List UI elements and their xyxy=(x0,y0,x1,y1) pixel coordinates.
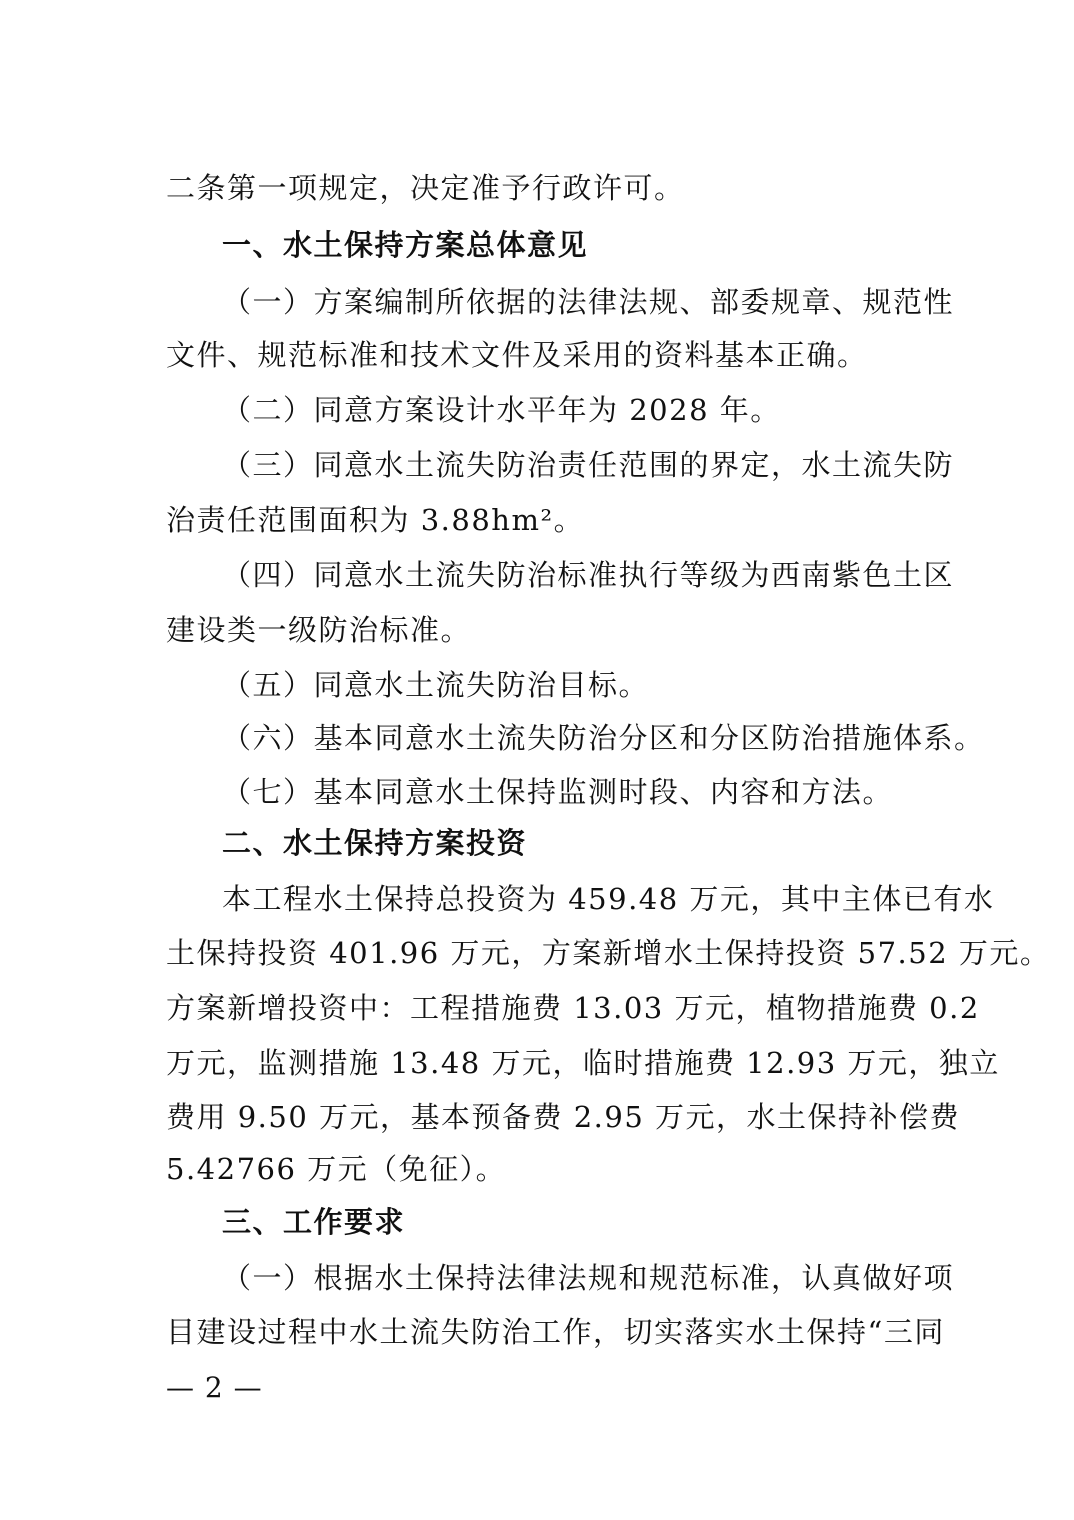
paragraph-line: 5.42766 万元（免征）。 xyxy=(166,1152,507,1186)
section-heading: 一、水土保持方案总体意见 xyxy=(222,228,589,262)
paragraph-line: 建设类一级防治标准。 xyxy=(166,613,472,647)
paragraph-line: 二条第一项规定，决定准予行政许可。 xyxy=(166,171,685,205)
section-heading: 三、工作要求 xyxy=(222,1205,406,1239)
paragraph-line: （五）同意水土流失防治目标。 xyxy=(222,668,650,702)
paragraph-line: （六）基本同意水土流失防治分区和分区防治措施体系。 xyxy=(222,721,985,755)
paragraph-line: （一）方案编制所依据的法律法规、部委规章、规范性 xyxy=(222,285,955,319)
paragraph-line: 本工程水土保持总投资为 459.48 万元，其中主体已有水 xyxy=(222,882,995,916)
paragraph-line: （七）基本同意水土保持监测时段、内容和方法。 xyxy=(222,775,894,809)
paragraph-line: （三）同意水土流失防治责任范围的界定，水土流失防 xyxy=(222,448,955,482)
paragraph-line: （四）同意水土流失防治标准执行等级为西南紫色土区 xyxy=(222,558,955,592)
paragraph-line: （二）同意方案设计水平年为 2028 年。 xyxy=(222,393,781,427)
paragraph-line: （一）根据水土保持法律法规和规范标准，认真做好项 xyxy=(222,1261,955,1295)
paragraph-line: 万元，监测措施 13.48 万元，临时措施费 12.93 万元，独立 xyxy=(166,1046,1000,1080)
paragraph-line: 文件、规范标准和技术文件及采用的资料基本正确。 xyxy=(166,338,868,372)
page-number: — 2 — xyxy=(166,1371,263,1404)
paragraph-line: 土保持投资 401.96 万元，方案新增水土保持投资 57.52 万元。 xyxy=(166,936,1051,970)
section-heading: 二、水土保持方案投资 xyxy=(222,826,528,860)
paragraph-line: 方案新增投资中：工程措施费 13.03 万元，植物措施费 0.2 xyxy=(166,991,980,1025)
paragraph-line: 治责任范围面积为 3.88hm²。 xyxy=(166,503,585,537)
paragraph-line: 费用 9.50 万元，基本预备费 2.95 万元，水土保持补偿费 xyxy=(166,1100,961,1134)
paragraph-line: 目建设过程中水土流失防治工作，切实落实水土保持“三同 xyxy=(166,1315,945,1349)
